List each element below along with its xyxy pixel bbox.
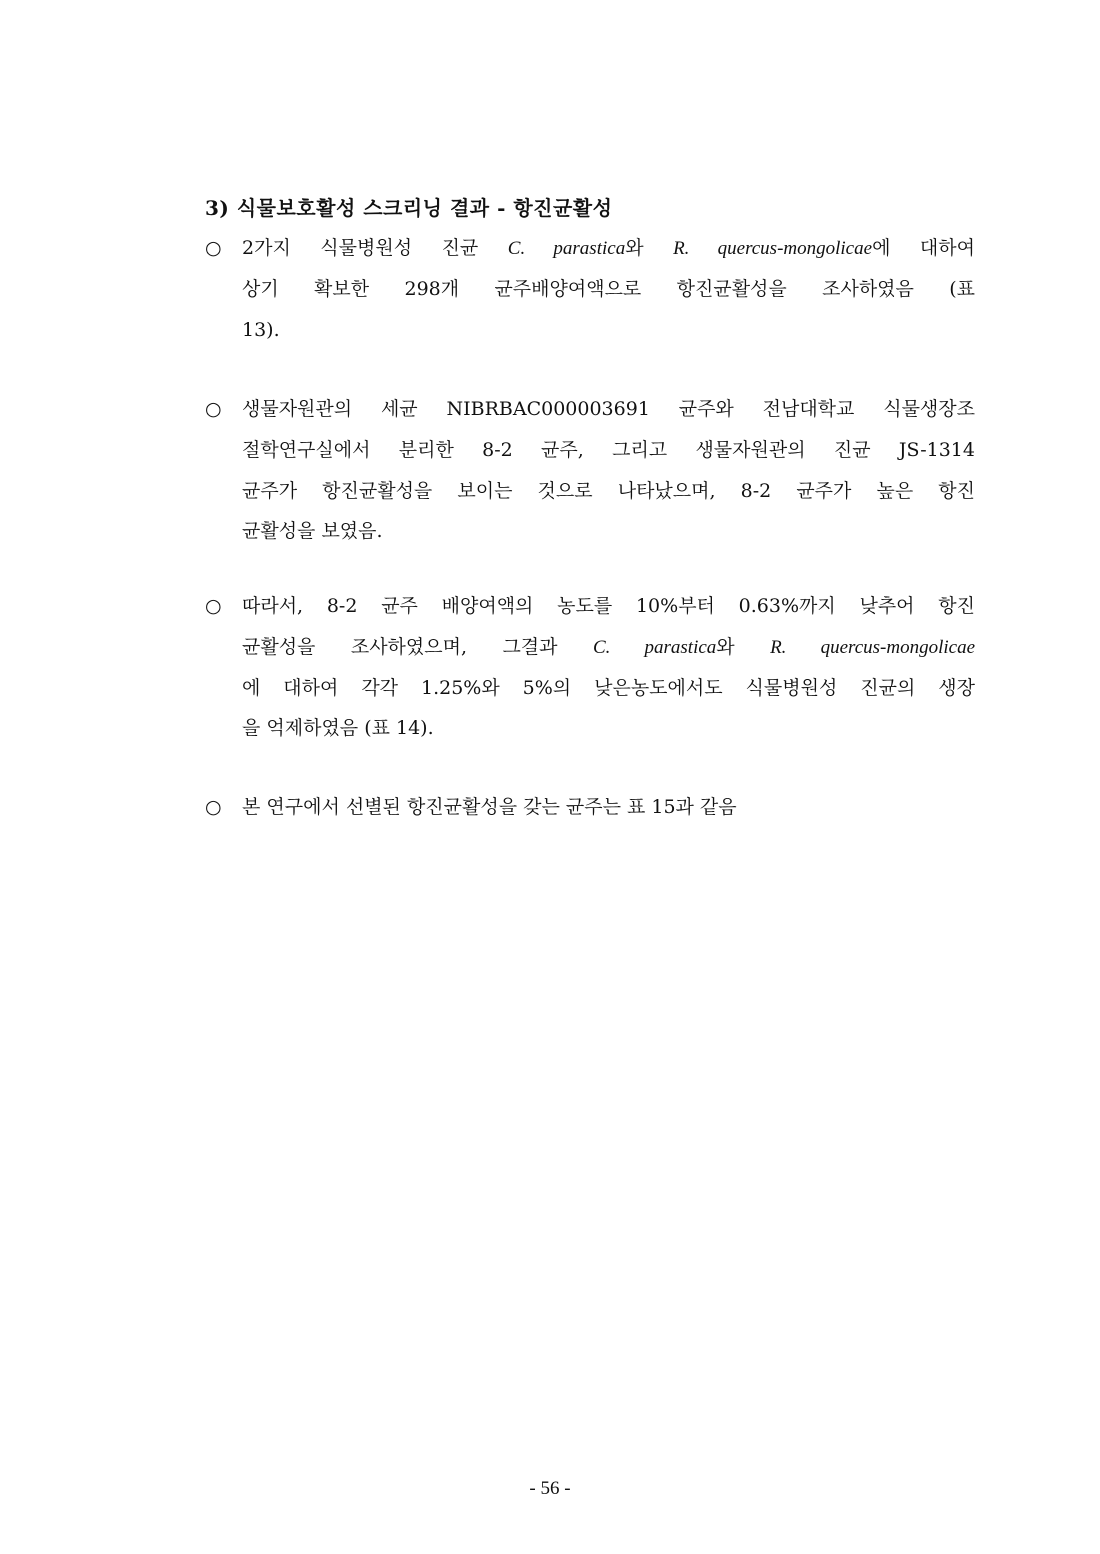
paragraph-3-line-3: 에 대하여 각각 1.25%와 5%의 낮은농도에서도 식물병원성 진균의 생장 [242,677,975,699]
paragraph-3-line-2: 균활성을 조사하였으며, 그결과 C. parastica와 R. quercus-mongolicae [242,636,975,658]
paragraph-2-line-1: ○ 생물자원관의 세균 NIBRBAC000003691 균주와 전남대학교 식물생장조 [205,394,975,424]
species-name: C. parastica [592,637,717,658]
circle-bullet-icon: ○ [205,237,222,259]
paragraph-3-line-4: 을 억제하였음 (표 14). [242,717,434,739]
paragraph-1-line-3: 13). [242,319,280,341]
circle-bullet-icon: ○ [205,796,222,818]
species-name: R. quercus-mongolicae [673,238,873,259]
paragraph-2-line-4: 균활성을 보였음. [242,520,383,542]
paragraph-4-line-1: ○ 본 연구에서 선별된 항진균활성을 갖는 균주는 표 15과 같음 [205,792,975,822]
paragraph-3-line-1: ○ 따라서, 8-2 균주 배양여액의 농도를 10%부터 0.63%까지 낮추어 항진 [205,591,975,621]
paragraph-1-line-2: 상기 확보한 298개 균주배양여액으로 항진균활성을 조사하였음 (표 [242,278,975,300]
species-name: R. quercus-mongolicae [770,637,975,658]
circle-bullet-icon: ○ [205,398,222,420]
species-name: C. parastica [507,238,626,259]
section-heading: 3) 식물보호활성 스크리닝 결과 - 항진균활성 [205,196,613,220]
paragraph-2-line-3: 균주가 항진균활성을 보이는 것으로 나타났으며, 8-2 균주가 높은 항진 [242,480,975,502]
paragraph-1-line-1: ○ 2가지 식물병원성 진균 C. parastica와 R. quercus-mongolicae에 대하여 [205,233,975,263]
paragraph-2-line-2: 절학연구실에서 분리한 8-2 균주, 그리고 생물자원관의 진균 JS-1314 [242,439,975,461]
circle-bullet-icon: ○ [205,595,222,617]
page-number: - 56 - [529,1478,571,1499]
